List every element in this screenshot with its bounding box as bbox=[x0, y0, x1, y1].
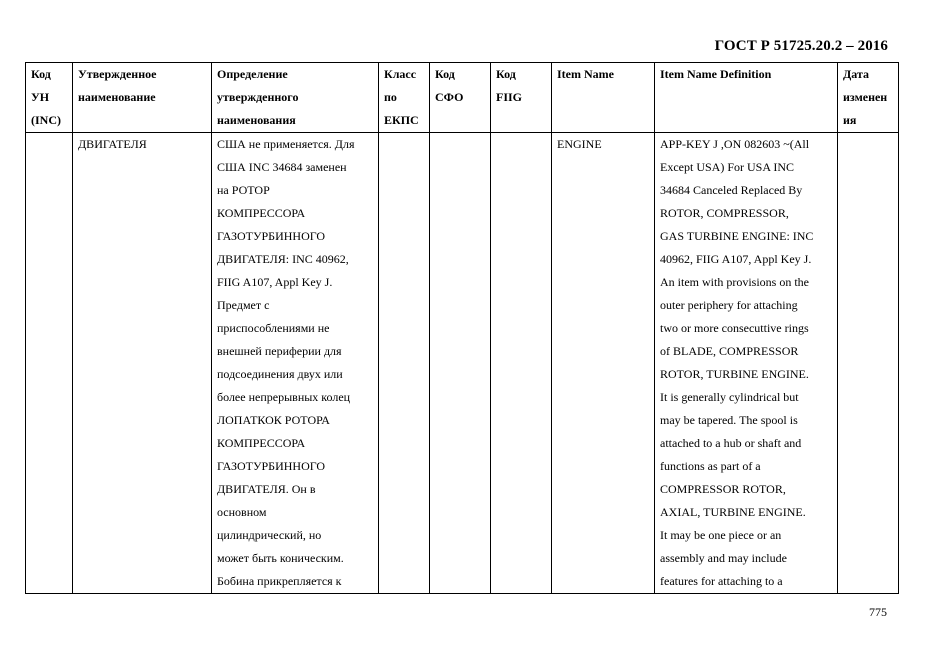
column-header-line: FIIG bbox=[496, 90, 523, 104]
cell-text-line: Предмет с bbox=[217, 298, 270, 312]
column-header-line: Класс bbox=[384, 67, 417, 81]
cell-text-line: features for attaching to a bbox=[660, 574, 783, 588]
inc-code-cell bbox=[26, 133, 73, 594]
cell-text-line: functions as part of a bbox=[660, 459, 761, 473]
table-header-row bbox=[26, 63, 899, 133]
cell-text-line: outer periphery for attaching bbox=[660, 298, 798, 312]
cell-text-line: ДВИГАТЕЛЯ bbox=[78, 137, 147, 151]
cell-text-line: США не применяется. Для bbox=[217, 137, 355, 151]
page-number: 775 bbox=[869, 605, 887, 619]
cell-text-line: Бобина прикрепляется к bbox=[217, 574, 342, 588]
cell-text-line: It is generally cylindrical but bbox=[660, 390, 799, 404]
cell-text-line: цилиндрический, но bbox=[217, 528, 322, 542]
column-header-definition bbox=[212, 63, 379, 133]
sfo-code-cell bbox=[430, 133, 491, 594]
column-header-line: Код bbox=[435, 67, 455, 81]
cell-text-line: на РОТОР bbox=[217, 183, 270, 197]
cell-text-line: COMPRESSOR ROTOR, bbox=[660, 482, 786, 496]
column-header-change-date bbox=[838, 63, 899, 133]
cell-text-line: более непрерывных колец bbox=[217, 390, 351, 404]
cell-text-line: FIIG A107, Appl Key J. bbox=[217, 275, 333, 289]
cell-text-line: ЛОПАТКОК РОТОРА bbox=[217, 413, 330, 427]
column-header-sfo-code bbox=[430, 63, 491, 133]
column-header-line: ия bbox=[843, 113, 857, 127]
definition-cell bbox=[212, 133, 379, 594]
item-name-cell bbox=[552, 133, 655, 594]
cell-text-line: APP-KEY J ,ON 082603 ~(All bbox=[660, 137, 810, 151]
column-header-item-name bbox=[552, 63, 655, 133]
cell-text-line: An item with provisions on the bbox=[660, 275, 809, 289]
column-header-line: УН bbox=[31, 90, 50, 104]
cell-text-line: подсоединения двух или bbox=[217, 367, 343, 381]
cell-text-line: ROTOR, COMPRESSOR, bbox=[660, 206, 789, 220]
column-header-line: Код bbox=[496, 67, 516, 81]
column-header-approved-name bbox=[73, 63, 212, 133]
cell-text-line: assembly and may include bbox=[660, 551, 787, 565]
column-header-line: Item Name Definition bbox=[660, 67, 772, 81]
column-header-line: Утвержденное bbox=[78, 67, 157, 81]
column-header-line: Дата bbox=[843, 67, 869, 81]
cell-text-line: 34684 Canceled Replaced By bbox=[660, 183, 803, 197]
column-header-line: СФО bbox=[435, 90, 464, 104]
cell-text-line: 40962, FIIG A107, Appl Key J. bbox=[660, 252, 812, 266]
cell-text-line: ГАЗОТУРБИННОГО bbox=[217, 459, 326, 473]
item-name-definition-cell bbox=[655, 133, 838, 594]
classification-table bbox=[25, 62, 899, 594]
cell-text-line: ДВИГАТЕЛЯ. Он в bbox=[217, 482, 316, 496]
column-header-line: Определение bbox=[217, 67, 288, 81]
cell-text-line: AXIAL, TURBINE ENGINE. bbox=[660, 505, 806, 519]
approved-name-cell bbox=[73, 133, 212, 594]
column-header-line: ЕКПС bbox=[384, 113, 419, 127]
fiig-code-cell bbox=[491, 133, 552, 594]
column-header-line: по bbox=[384, 90, 397, 104]
cell-text-line: внешней периферии для bbox=[217, 344, 342, 358]
cell-text-line: может быть коническим. bbox=[217, 551, 344, 565]
cell-text-line: основном bbox=[217, 505, 267, 519]
cell-text-line: GAS TURBINE ENGINE: INC bbox=[660, 229, 814, 243]
document-header: ГОСТ Р 51725.20.2 – 2016 bbox=[714, 38, 888, 54]
cell-text-line: ДВИГАТЕЛЯ: INC 40962, bbox=[217, 252, 349, 266]
column-header-inc-code bbox=[26, 63, 73, 133]
column-header-line: (INC) bbox=[31, 113, 61, 127]
column-header-line: наименования bbox=[217, 113, 296, 127]
cell-text-line: США INC 34684 заменен bbox=[217, 160, 347, 174]
cell-text-line: КОМПРЕССОРА bbox=[217, 436, 306, 450]
change-date-cell bbox=[838, 133, 899, 594]
column-header-item-name-definition bbox=[655, 63, 838, 133]
cell-text-line: of BLADE, COMPRESSOR bbox=[660, 344, 799, 358]
cell-text-line: may be tapered. The spool is bbox=[660, 413, 798, 427]
column-header-line: утвержденного bbox=[217, 90, 299, 104]
column-header-line: Код bbox=[31, 67, 51, 81]
cell-text-line: Except USA) For USA INC bbox=[660, 160, 794, 174]
column-header-line: наименование bbox=[78, 90, 156, 104]
cell-text-line: ENGINE bbox=[557, 137, 602, 151]
cell-text-line: ROTOR, TURBINE ENGINE. bbox=[660, 367, 809, 381]
table-row bbox=[26, 133, 899, 594]
cell-text-line: КОМПРЕССОРА bbox=[217, 206, 306, 220]
column-header-line: изменен bbox=[843, 90, 888, 104]
cell-text-line: приспособлениями не bbox=[217, 321, 330, 335]
ekps-class-cell bbox=[379, 133, 430, 594]
column-header-line: Item Name bbox=[557, 67, 614, 81]
cell-text-line: attached to a hub or shaft and bbox=[660, 436, 802, 450]
column-header-fiig-code bbox=[491, 63, 552, 133]
cell-text-line: ГАЗОТУРБИННОГО bbox=[217, 229, 326, 243]
cell-text-line: two or more consecuttive rings bbox=[660, 321, 809, 335]
cell-text-line: It may be one piece or an bbox=[660, 528, 782, 542]
column-header-ekps-class bbox=[379, 63, 430, 133]
